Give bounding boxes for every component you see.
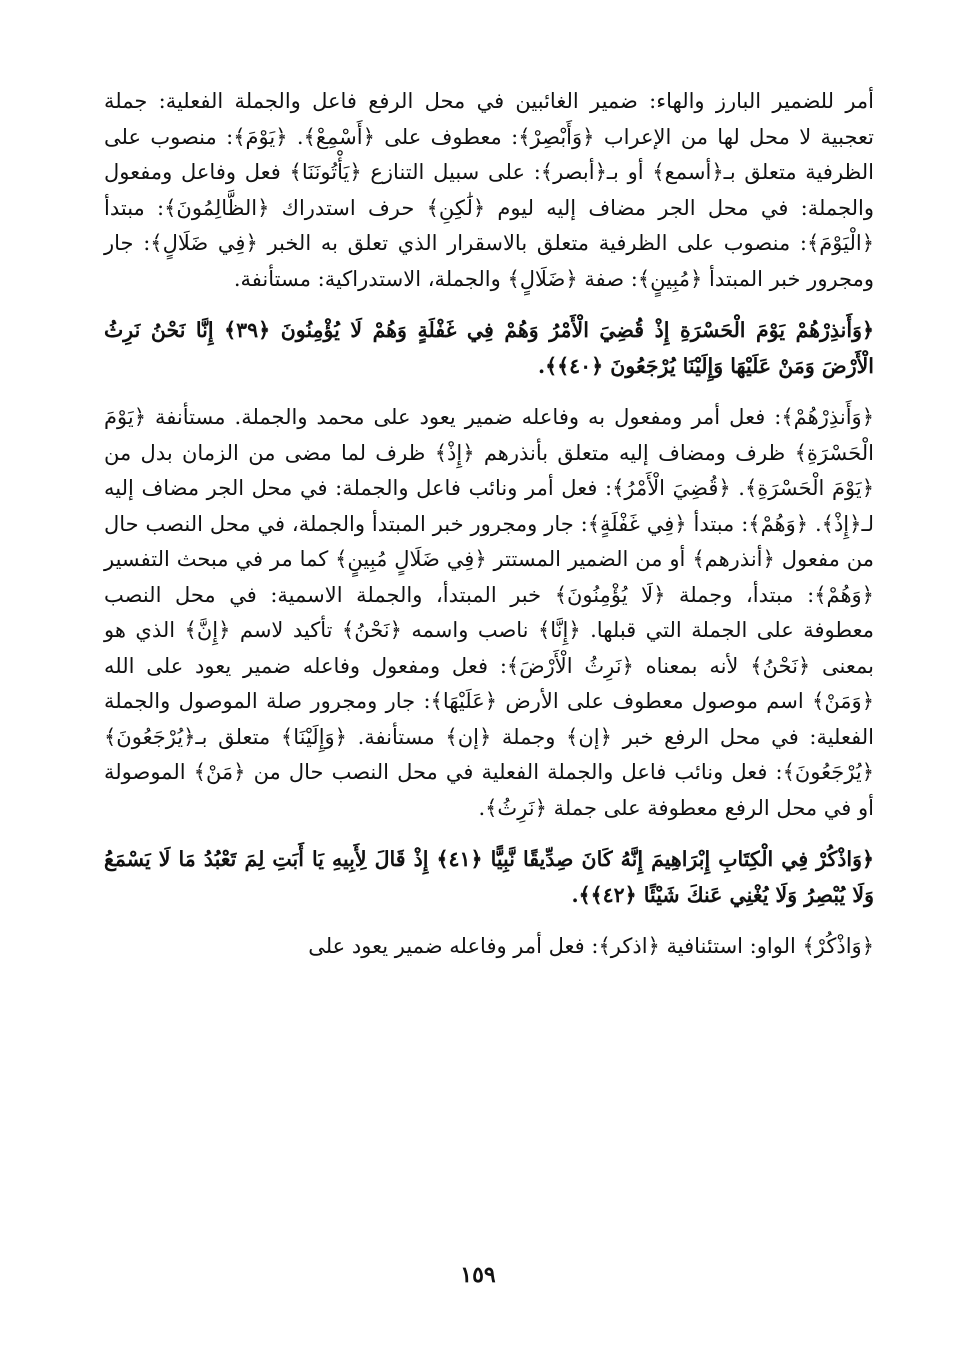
quran-verse-39-40: ﴿وَأَنذِرْهُمْ يَوْمَ الْحَسْرَةِ إِذْ قُضِيَ الْأَمْرُ وَهُمْ فِي غَفْلَةٍ وَهُمْ لَا يُؤْمِنُونَ ﴿٣٩﴾ إِنَّا نَحْنُ نَرِثُ الْأَرْضَ وَمَنْ عَلَيْهَا وَإِلَيْنَا يُرْجَعُونَ ﴿٤٠﴾﴾. bbox=[104, 318, 874, 378]
quran-verse-41-42: ﴿وَاذْكُرْ فِي الْكِتَابِ إِبْرَاهِيمَ إِنَّهُ كَانَ صِدِّيقًا نَّبِيًّا ﴿٤١﴾ إِذْ قَالَ لِأَبِيهِ يَا أَبَتِ لِمَ تَعْبُدُ مَا لَا يَسْمَعُ وَلَا يُبْصِرُ وَلَا يُغْنِي عَنكَ شَيْئًا ﴿٤٢﴾﴾. bbox=[104, 847, 874, 907]
paragraph-grammar-2: ﴿وَأَنذِرْهُمْ﴾: فعل أمر ومفعول به وفاعله ضمير يعود على محمد والجملة. مستأنفة ﴿يَوْمَ الْحَسْرَةِ﴾ ظرف ومضاف إليه متعلق بأنذرهم ﴿إِذْ﴾ ظرف لما مضى من الزمان بدل من ﴿يَوْمَ الْحَسْرَةِ﴾. ﴿قُضِيَ الْأَمْرُ﴾: فعل أمر ونائب فاعل والجملة: في محل الجر مضاف إليه لـ﴿إِذْ﴾. ﴿وَهُمْ﴾: مبتدأ ﴿فِي غَفْلَةٍ﴾: جار ومجرور خبر المبتدأ والجملة، في محل النصب حال من مفعول ﴿أنذرهم﴾ أو من الضمير المستتر ﴿فِي ضَلَالٍ مُبِينٍ﴾ كما مر في مبحث التفسير ﴿وَهُمْ﴾: مبتدأ، وجملة ﴿لَا يُؤْمِنُونَ﴾ خبر المبتدأ، والجملة الاسمية: في محل النصب معطوفة على الجملة التي قبلها. ﴿إِنَّا﴾ ناصب واسمه ﴿نَحْنُ﴾ تأكيد لاسم ﴿إِنَّ﴾ الذي هو بمعنى ﴿نَحْنُ﴾ لأنه بمعناه ﴿نَرِثُ الْأَرْضَ﴾: فعل ومفعول وفاعله ضمير يعود على الله ﴿وَمَنْ﴾ اسم موصول معطوف على الأرض ﴿عَلَيْهَا﴾: جار ومجرور صلة الموصول والجملة الفعلية: في محل الرفع خبر ﴿إن﴾ وجملة ﴿إن﴾ مستأنفة. ﴿وَإِلَيْنَا﴾ متعلق بـ﴿يُرْجَعُونَ﴾ ﴿يُرْجَعُونَ﴾: فعل ونائب فاعل والجملة الفعلية في محل النصب حال من ﴿مَنْ﴾ الموصولة أو في محل الرفع معطوفة على جملة ﴿نَرِثُ﴾. bbox=[104, 405, 874, 820]
page-number: ١٥٩ bbox=[460, 1262, 496, 1288]
paragraph-grammar-3: ﴿وَاذْكُرْ﴾ الواو: استئنافية ﴿اذكر﴾: فعل أمر وفاعله ضمير يعود على bbox=[308, 934, 874, 958]
paragraph-grammar-1: أمر للضمير البارز والهاء: ضمير الغائبين في محل الرفع فاعل والجملة الفعلية: جملة تعجبية لا محل لها من الإعراب ﴿وَأَبْصِرْ﴾: معطوف على ﴿أَسْمِعْ﴾. ﴿يَوْمَ﴾: منصوب على الظرفية متعلق بـ﴿أسمع﴾ أو بـ﴿أبصر﴾: على سبيل التنازع ﴿يَأْتُونَنَا﴾ فعل وفاعل ومفعول والجملة: في محل الجر مضاف إليه ليوم ﴿لَٰكِنِ﴾ حرف استدراك ﴿الظَّالِمُونَ﴾: مبتدأ ﴿الْيَوْمَ﴾: منصوب على الظرفية متعلق بالاسقرار الذي تعلق به الخبر ﴿فِي ضَلَالٍ﴾: جار ومجرور خبر المبتدأ ﴿مُبِينٍ﴾: صفة ﴿ضَلَالٍ﴾ والجملة، الاستدراكية: مستأنفة. bbox=[104, 89, 874, 291]
page-body bbox=[104, 84, 874, 965]
